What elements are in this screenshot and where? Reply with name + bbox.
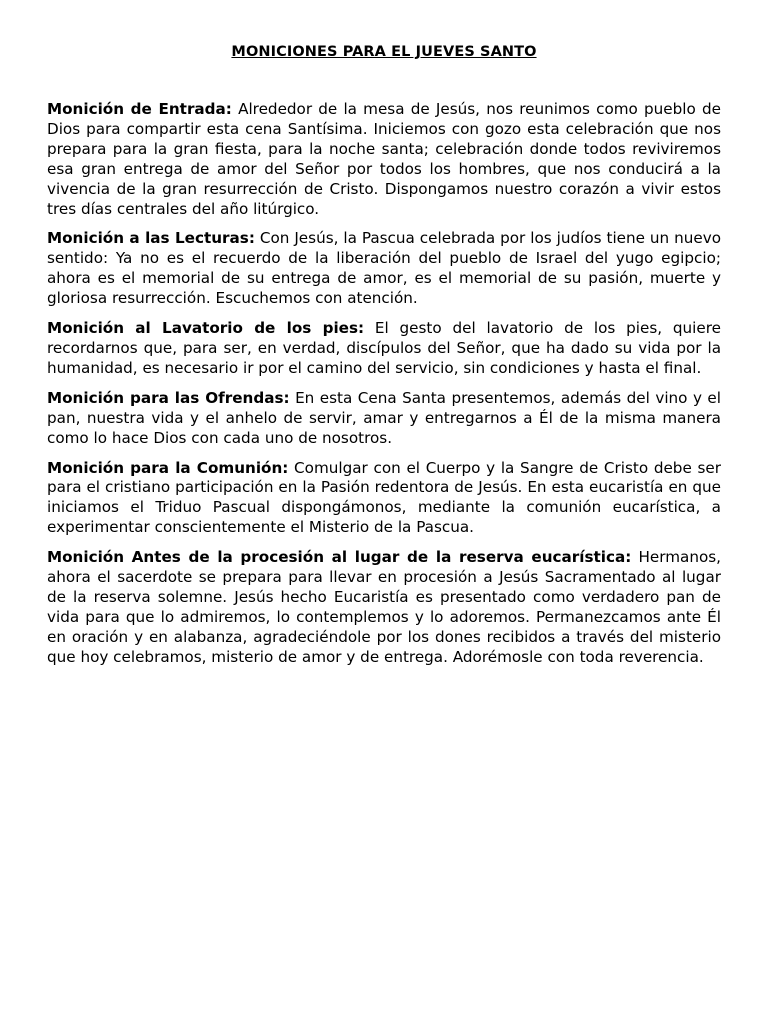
section-text: Hermanos, ahora el sacerdote se prepara para llevar en procesión a Jesús Sacramentado al lugar de la reserva solemne. Jesús hecho Eucaristía es presentado como verdadero pan de vida para que lo admiremos, lo contemplemos y lo adoremos. Permanezcamos ante Él en oración y en alabanza, agradeciéndole por los dones recibidos a través del misterio que hoy celebramos, misterio de amor y de entrega. Adorémosle con toda reverencia. xyxy=(47,548,722,666)
document-title: MONICIONES PARA EL JUEVES SANTO xyxy=(231,44,537,60)
section-heading: Monición al Lavatorio de los pies: xyxy=(47,319,365,338)
section-text: El gesto del lavatorio de los pies, quiere recordarnos que, para ser, en verdad, discípulos del Señor, que ha dado su vida por la humanidad, es necesario ir por el camino del servicio, sin condiciones y hasta el final. xyxy=(47,319,721,377)
section-lecturas xyxy=(47,229,721,309)
section-procesion xyxy=(47,548,721,667)
section-ofrendas xyxy=(47,389,721,449)
section-text: Comulgar con el Cuerpo y la Sangre de Cristo debe ser para el cristiano participación en la Pasión redentora de Jesús. En esta eucaristía en que iniciamos el Triduo Pascual dispongámonos, mediante la comunión eucarística, a experimentar conscientemente el Misterio de la Pascua. xyxy=(47,458,721,537)
section-heading: Monición de Entrada: xyxy=(47,100,232,118)
section-heading: Monición para las Ofrendas: xyxy=(47,388,290,407)
section-entrada xyxy=(47,100,721,219)
section-lavatorio xyxy=(47,319,721,379)
section-heading: Monición a las Lecturas: xyxy=(47,229,255,248)
section-heading: Monición para la Comunión: xyxy=(47,458,289,477)
section-heading: Monición Antes de la procesión al lugar de la reserva eucarística: xyxy=(47,548,632,567)
section-text: En esta Cena Santa presentemos, además del vino y el pan, nuestra vida y el anhelo de servir, amar y entregarnos a Él de la misma manera como lo hace Dios con cada uno de nosotros. xyxy=(47,388,721,447)
section-text: Alrededor de la mesa de Jesús, nos reunimos como pueblo de Dios para compartir esta cena Santísima. Iniciemos con gozo esta celebración que nos prepara para la gran fiesta, para la noche santa; celebración donde todos reviviremos esa gran entrega de amor del Señor por todos los hombres, que nos conducirá a la vivencia de la gran resurrección de Cristo. Dispongamos nuestro corazón a vivir estos tres días centrales del año litúrgico. xyxy=(47,100,721,218)
section-text: Con Jesús, la Pascua celebrada por los judíos tiene un nuevo sentido: Ya no es el recuerdo de la liberación del pueblo de Israel del yugo egipcio; ahora es el memorial de su entrega de amor, es el memorial de su pasión, muerte y gloriosa resurrección. Escuchemos con atención. xyxy=(47,229,721,308)
section-comunion xyxy=(47,459,721,539)
